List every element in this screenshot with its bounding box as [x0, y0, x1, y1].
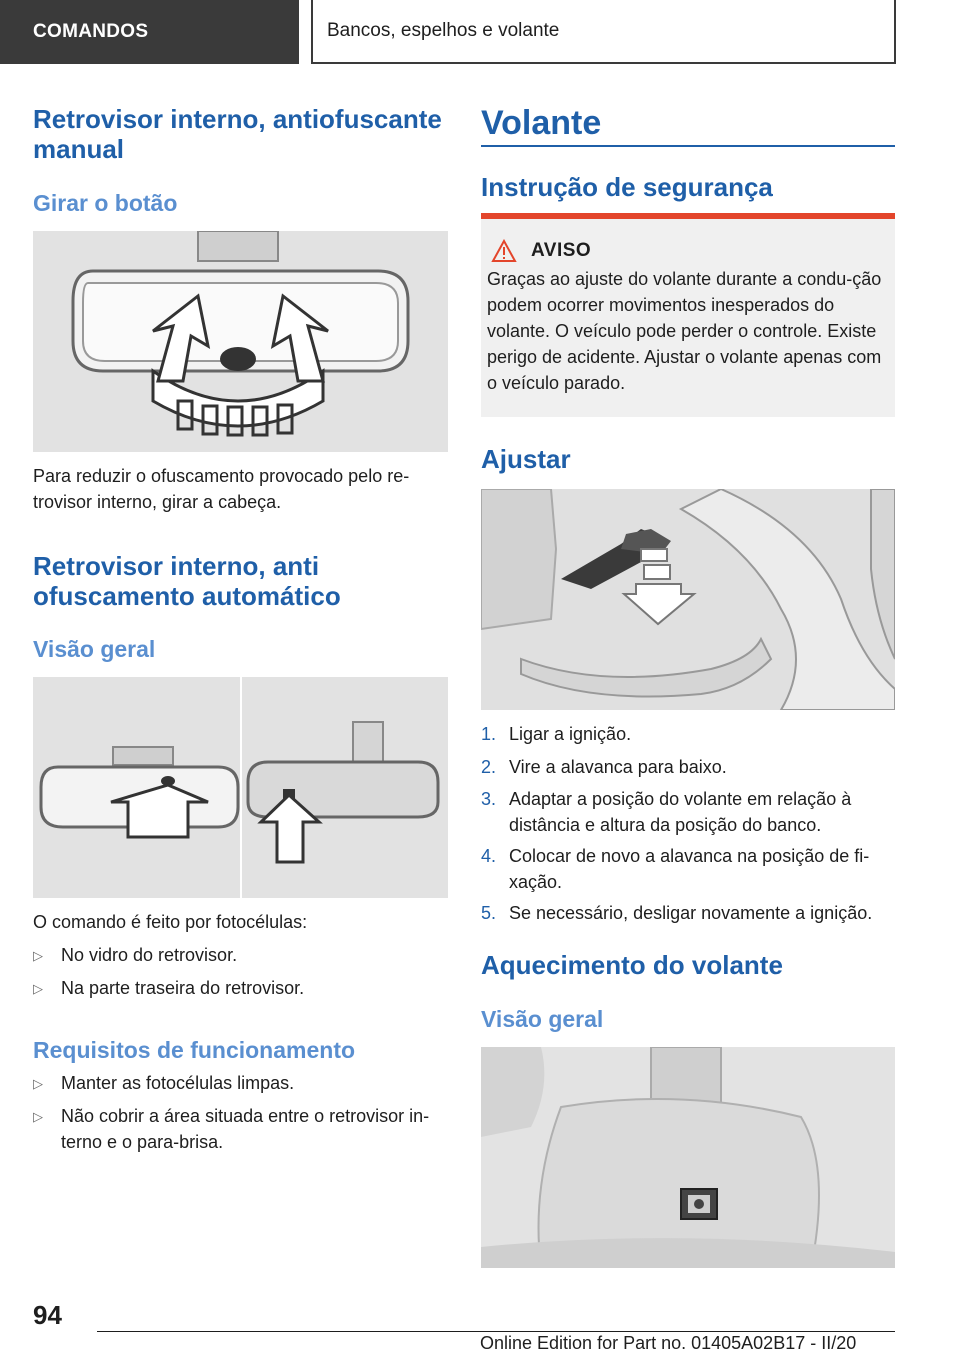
triangle-bullet-icon: ▷ [33, 1076, 43, 1091]
heading-safety: Instrução de segurança [481, 172, 773, 202]
footer-edition: Online Edition for Part no. 01405A02B17 - II/20 [480, 1333, 857, 1353]
page-number: 94 [33, 1300, 62, 1330]
section-tab: COMANDOS [0, 0, 299, 64]
heading-steering-wheel: Volante [481, 104, 602, 142]
heading-wheel-heating: Aquecimento do volante [481, 950, 783, 980]
wheel-heating-figure [481, 1047, 895, 1268]
warning-text: Graças ao ajuste do volante durante a condu-ção podem ocorrer movimentos inesperados do volante. O veículo pode perder o controle. Existe perigo de acidente. Ajustar o volante apenas com o veículo parado. [487, 269, 882, 393]
heading-adjust: Ajustar [481, 444, 571, 474]
auto-mirror-figure [33, 677, 448, 898]
subheading-overview-left: Visão geral [33, 636, 156, 662]
steering-lever-figure [481, 489, 895, 710]
heading-manual-mirror: Retrovisor interno, antiofuscante manual [33, 104, 442, 164]
heading-rule [481, 145, 895, 147]
subheading-requirements: Requisitos de funcionamento [33, 1037, 356, 1063]
footer-rule [97, 1331, 895, 1332]
mirror-knob-figure [33, 231, 448, 452]
heading-auto-mirror: Retrovisor interno, anti ofuscamento automático [33, 551, 341, 611]
subheading-turn-knob: Girar o botão [33, 190, 178, 216]
triangle-bullet-icon: ▷ [33, 1109, 43, 1124]
paragraph-manual: Para reduzir o ofuscamento provocado pelo re-trovisor interno, girar a cabeça. [33, 466, 410, 512]
list-item: 3. Adaptar a posição do volante em relação à distância e altura da posição do banco. [481, 789, 852, 835]
list-item: 1. Ligar a ignição. [481, 724, 632, 744]
list-item: 4. Colocar de novo a alavanca na posição de fi-xação. [481, 846, 870, 892]
list-item: 5. Se necessário, desligar novamente a ignição. [481, 903, 873, 923]
list-item: ▷ Não cobrir a área situada entre o retrovisor in-terno e o para-brisa. [33, 1103, 448, 1155]
list-item: 2. Vire a alavanca para baixo. [481, 757, 727, 777]
triangle-bullet-icon: ▷ [33, 981, 43, 996]
chapter-title: Bancos, espelhos e volante [311, 0, 896, 64]
paragraph-photocells: O comando é feito por fotocélulas: [33, 912, 308, 932]
triangle-bullet-icon: ▷ [33, 948, 43, 963]
list-item: ▷ Manter as fotocélulas limpas. [33, 1070, 448, 1097]
list-item: ▷ Na parte traseira do retrovisor. [33, 975, 448, 1002]
warning-title: AVISO [531, 240, 592, 261]
warning-triangle-icon [491, 239, 517, 263]
warning-header [491, 239, 591, 263]
warning-box [481, 219, 895, 417]
subheading-overview-right: Visão geral [481, 1006, 604, 1032]
list-item: ▷ No vidro do retrovisor. [33, 942, 448, 969]
